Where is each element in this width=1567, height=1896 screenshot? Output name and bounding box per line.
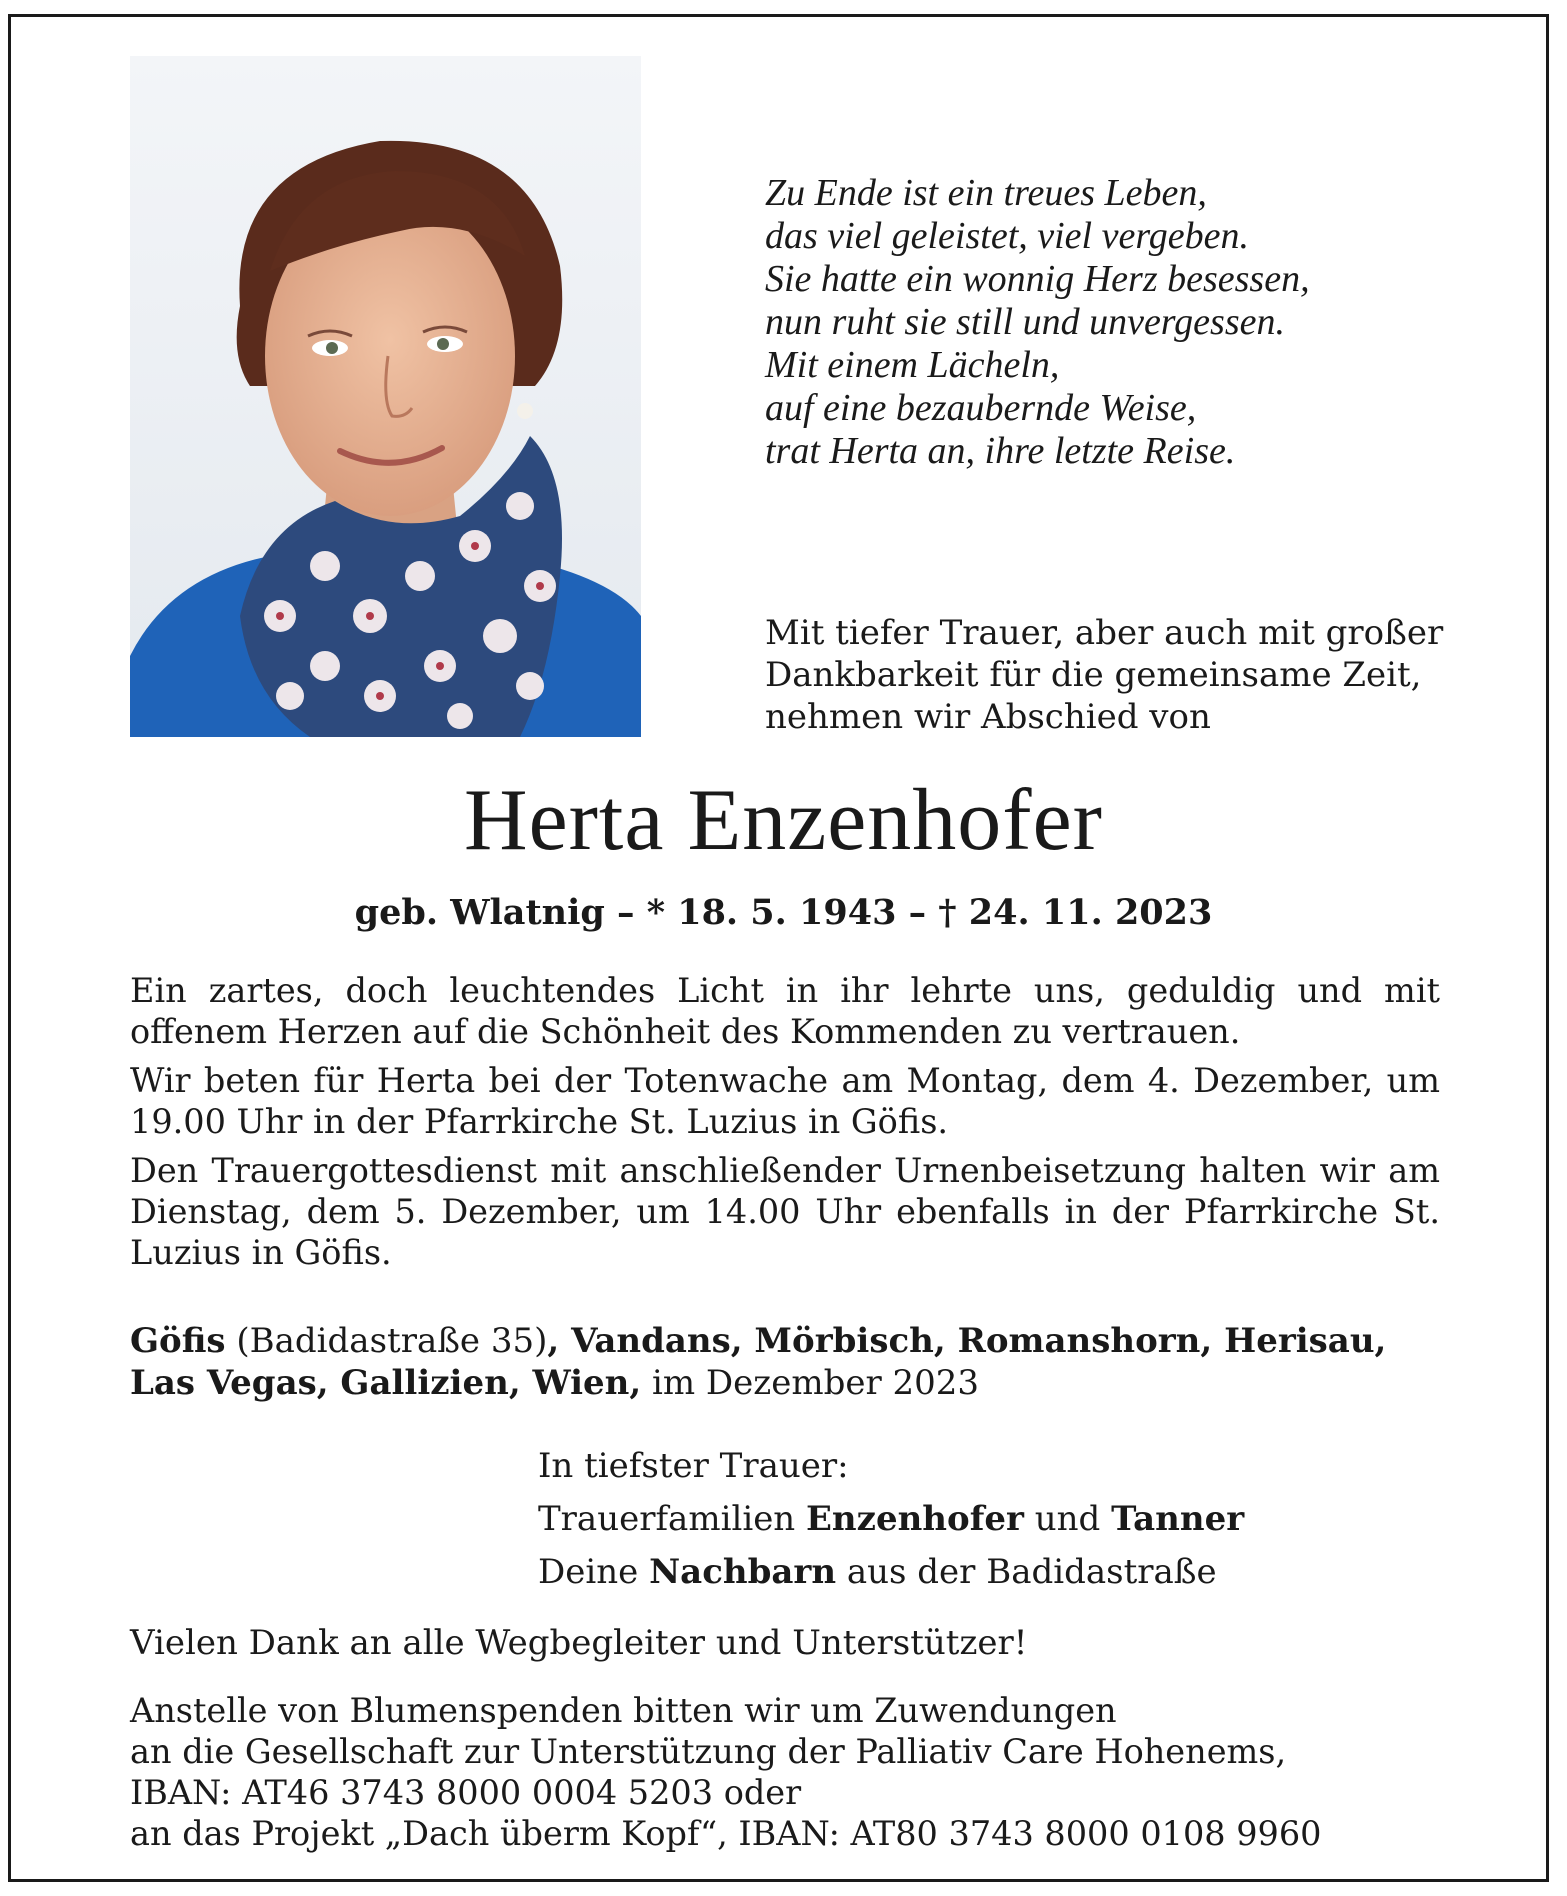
places-line: [130, 1320, 1460, 1404]
intro-text: [765, 612, 1465, 738]
place-street: (Badidastraße 35): [225, 1321, 548, 1361]
donation-line: IBAN: AT46 3743 8000 0004 5203 oder: [130, 1773, 802, 1812]
signoff-families: [538, 1493, 1438, 1546]
body-paragraph: Ein zartes, doch leuchtendes Licht in ihr lehrte uns, geduldig und mit offenem Herzen auf die Schönheit des Kommenden zu vertrauen.: [130, 971, 1440, 1051]
donation-line: an das Projekt „Dach überm Kopf“, IBAN: AT80 3743 8000 0108 9960: [130, 1814, 1322, 1853]
portrait-illustration: [130, 56, 641, 737]
place-town: Göfis: [130, 1321, 226, 1361]
deceased-name: Herta Enzenhofer: [464, 772, 1103, 869]
family-name: Tanner: [1111, 1499, 1245, 1539]
portrait-photo: [130, 56, 641, 737]
neighbors-prefix: Deine: [538, 1552, 650, 1592]
mourners-signoff: [538, 1440, 1438, 1599]
poem-line: das viel geleistet, viel vergeben.: [765, 215, 1249, 257]
poem-line: trat Herta an, ihre letzte Reise.: [765, 430, 1236, 472]
neighbors-word: Nachbarn: [649, 1552, 837, 1592]
poem-line: Mit einem Lächeln,: [765, 344, 1060, 386]
donation-line: Anstelle von Blumenspenden bitten wir um Zuwendungen: [130, 1691, 1117, 1730]
poem-line: nun ruht sie still und unvergessen.: [765, 301, 1285, 343]
body-paragraph: Wir beten für Herta bei der Totenwache am Montag, dem 4. Dezember, um 19.00 Uhr in der Pfarrkirche St. Luzius in Göfis.: [130, 1061, 1440, 1141]
intro-line: nehmen wir Abschied von: [765, 697, 1211, 737]
poem-line: Zu Ende ist ein treues Leben,: [765, 172, 1207, 214]
families-prefix: Trauerfamilien: [538, 1499, 807, 1539]
family-name: Enzenhofer: [806, 1499, 1024, 1539]
signoff-heading: In tiefster Trauer:: [538, 1446, 849, 1486]
place-date: im Dezember 2023: [641, 1363, 980, 1403]
poem-line: Sie hatte ein wonnig Herz besessen,: [765, 258, 1310, 300]
intro-line: Dankbarkeit für die gemeinsame Zeit,: [765, 655, 1422, 695]
neighbors-suffix: aus der Badidastraße: [836, 1552, 1217, 1592]
body-paragraph: Den Trauergottesdienst mit anschließender Urnenbeisetzung halten wir am Dienstag, dem 5. Dezember, um 14.00 Uhr ebenfalls in der Pfarrkirche St. Luzius in Göfis.: [130, 1151, 1440, 1272]
thanks-line: Vielen Dank an alle Wegbegleiter und Unterstützer!: [130, 1623, 1028, 1663]
donation-line: an die Gesellschaft zur Unterstützung der Palliativ Care Hohenems,: [130, 1732, 1287, 1771]
poem-line: auf eine bezaubernde Weise,: [765, 387, 1197, 429]
life-dates: geb. Wlatnig – * 18. 5. 1943 – † 24. 11. 2023: [354, 892, 1213, 933]
signoff-neighbors: [538, 1546, 1438, 1599]
donation-info: [130, 1690, 1460, 1854]
place-others: Las Vegas, Gallizien, Wien,: [130, 1363, 642, 1403]
and-word: und: [1023, 1499, 1112, 1539]
intro-line: Mit tiefer Trauer, aber auch mit großer: [765, 613, 1444, 653]
place-others: , Vandans, Mörbisch, Romanshorn, Herisau,: [547, 1321, 1387, 1361]
notice-body: [130, 970, 1440, 1281]
memorial-poem: [765, 172, 1465, 473]
